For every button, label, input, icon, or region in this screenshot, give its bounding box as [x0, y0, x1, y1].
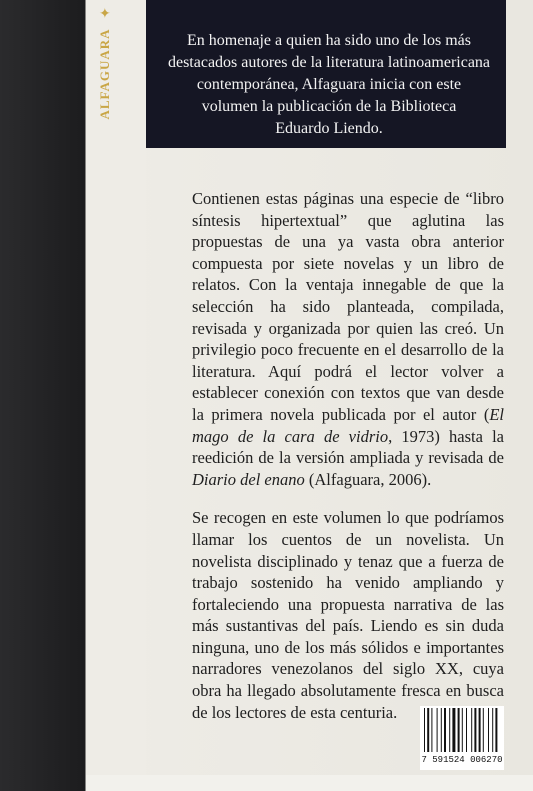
barcode-stripe [483, 708, 484, 752]
blurb-paragraph-2: Se recogen en este volumen lo que podríamos llamar los cuentos de un novelista. Un novelista disciplinado y tenaz que a fuerza de trabajo sostenido ha venido ampliando y fortaleciendo una propuesta narrativa de las más sustantivas del país. Liendo es sin duda ninguna, uno de los más sólidos e importantes narradores venezolanos del siglo XX, cuya obra ha llegado absolutamente fresca en busca de los lectores de esta centuria. [192, 508, 504, 722]
blurb-text [192, 188, 504, 740]
bottom-fold [86, 775, 533, 791]
intro-text [154, 30, 504, 140]
blurb-paragraph-1 [192, 188, 504, 490]
barcode-stripe [444, 708, 446, 752]
publisher-brand [91, 7, 119, 140]
barcode-stripe [466, 708, 467, 752]
barcode-stripe [449, 708, 450, 752]
intro-line: Eduardo Liendo. [275, 120, 383, 137]
barcode-stripe [495, 708, 497, 752]
barcode-stripe [427, 708, 429, 752]
book-title: El mago de la cara de vidrio [192, 404, 504, 446]
barcode-stripe [479, 708, 481, 752]
blurb-text-segment: Contienen estas páginas una especie de “libro síntesis hipertextual” que aglutina las propuestas de una ya vasta obra anterior compuesta por siete novelas y un libro de relatos. Con la ventaja innegable de que la selección ha sido planteada, compilada, revisada y organizada por quien las creó. Un privilegio poco frecuente en el desarrollo de la literatura. Aquí podrá el lector volver a establecer conexión con textos que van desde la primera novela publicada por el autor ( [192, 189, 504, 424]
publisher-name: ALFAGUARA [97, 28, 112, 120]
barcode-stripe [492, 708, 493, 752]
intro-line: En homenaje a quien ha sido uno de los más [187, 32, 471, 49]
barcode-stripe [424, 708, 425, 752]
barcode-bars [424, 708, 500, 752]
barcode-stripe [474, 708, 476, 752]
barcode-stripe [431, 708, 432, 752]
barcode-stripe [441, 708, 442, 752]
publisher-logo-icon: ✦ [99, 7, 111, 22]
intro-line: destacados autores de la literatura latinoamericana [167, 54, 491, 71]
intro-line: contemporánea, Alfaguara inicia con este [196, 76, 462, 93]
barcode-stripe [437, 708, 438, 752]
intro-line: volumen la publicación de la Biblioteca [201, 98, 457, 115]
barcode-stripe [471, 708, 472, 752]
blurb-text-segment: (Alfaguara, 2006). [304, 469, 432, 489]
barcode-stripe [452, 708, 455, 752]
book-title: Diario del enano [192, 469, 305, 489]
barcode [420, 706, 504, 770]
barcode-stripe [488, 708, 489, 752]
barcode-number: 7 591524 006270 [421, 755, 503, 765]
barcode-stripe [458, 708, 460, 752]
barcode-stripe [462, 708, 463, 752]
blurb-text-segment: , 1973) hasta la reedición de la versión ampliada y revisada de [192, 426, 504, 468]
